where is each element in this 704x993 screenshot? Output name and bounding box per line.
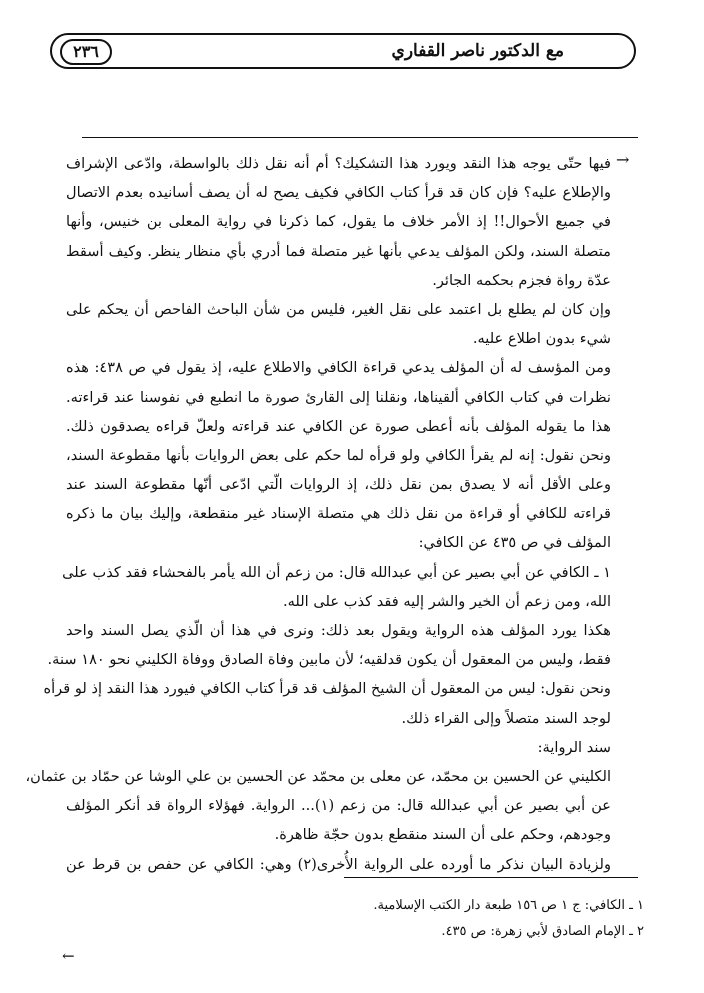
text-line: في جميع الأحوال!! إذ الأمر خلاف ما يقول، كما ذكرنا في رواية المعلى بن خنيس، وأنها — [66, 213, 611, 231]
running-header — [50, 33, 636, 69]
footnote: ٢ ـ الإمام الصادق لأبي زهرة: ص ٤٣٥. — [441, 924, 644, 939]
text-line: قراءته للكافي أو قراءة من نقل ذلك هي متصلة الإسناد غير منقطعة، وإليك بيان ما ذكره — [66, 505, 611, 523]
text-line: ونحن نقول: ليس من المعقول أن الشيخ المؤلف قد قرأ كتاب الكافي فيورد هذا النقد إذ لو قرأه — [43, 680, 611, 698]
text-line: ومن المؤسف له أن المؤلف يدعي قراءة الكافي والاطلاع عليه، إذ يقول في ص ٤٣٨: هذه — [66, 359, 611, 377]
text-line: عن أبي بصير عن أبي عبدالله قال: من زعم (١)... الرواية. فهؤلاء الرواة قد أنكر المؤلف — [66, 797, 612, 815]
text-line: المؤلف في ص ٤٣٥ عن الكافي: — [418, 534, 611, 552]
text-line: نظرات في كتاب الكافي ألقيناها، ونقلنا إلى القارئ صورة ما انطبع في نفوسنا عند قراءته. — [66, 388, 611, 406]
continuation-arrow-icon: → — [616, 150, 630, 169]
footnote: ١ ـ الكافي: ج ١ ص ١٥٦ طبعة دار الكتب الإسلامية. — [373, 898, 644, 913]
text-line: ١ ـ الكافي عن أبي بصير عن أبي عبدالله قال: من زعم أن الله يأمر بالفحشاء فقد كذب على — [62, 563, 611, 581]
text-line: متصلة السند، ولكن المؤلف يدعي بأنها غير متصلة فما أدري بأي منظار ينظر. وكيف أسقط — [66, 242, 611, 260]
footnote-rule — [344, 877, 638, 878]
text-line: سند الرواية: — [537, 738, 611, 756]
text-line: والإطلاع عليه؟ فإن كان قد قرأ كتاب الكافي فكيف يصح له أن يصف أسانيده بعدم الاتصال — [66, 184, 611, 202]
text-line: هذا ما يقوله المؤلف بأنه أعطى صورة عن الكافي عند قراءته ولعلّ قراءه يصدقون ذلك. — [66, 417, 611, 435]
text-line: الكليني عن الحسين بن محمّد، عن معلى بن محمّد عن الحسين بن علي الوشا عن حمّاد بن عثمان، — [25, 767, 611, 785]
text-line: هكذا يورد المؤلف هذه الرواية ويقول بعد ذلك: ونرى في هذا أن الّذي يصل السند واحد — [66, 622, 611, 639]
text-line: فيها حتّى يوجه هذا النقد ويورد هذا التشكيك؟ أم أنه نقل ذلك بالواسطة، وادّعى الإشراف — [66, 155, 611, 172]
text-line: وعلى الأقل أنه لا يصدق بمن نقل ذلك، إذ الروايات الّتي ادّعى أنّها مقطوعة السند عند — [66, 476, 611, 494]
text-line: الله، ومن زعم أن الخير والشر إليه فقد كذب على الله. — [282, 592, 611, 610]
text-line: وإن كان لم يطلع بل اعتمد على نقل الغير، فليس من شأن الباحث الفاحص أن يحكم على — [66, 300, 611, 318]
text-line: وجودهم، وحكم على أن السند منقطع بدون حجّة ظاهرة. — [274, 826, 611, 844]
text-line: ونحن نقول: إنه لم يقرأ الكافي ولو قرأه لما حكم على بعض الروايات بأنها مقطوعة السند، — [66, 446, 611, 464]
text-line: فقط، وليس من المعقول أن يكون قدلقيه؛ لأن مابين وفاة الصادق ووفاة الكليني نحو ١٨٠ سنة. — [47, 651, 611, 669]
text-line: ولزيادة البيان نذكر ما أورده على الرواية الأُخرى(٢) وهي: الكافي عن حفص بن قرط عن — [66, 855, 611, 873]
header-rule — [82, 137, 638, 138]
text-line: لوجد السند متصلاً وإلى القراء ذلك. — [401, 709, 611, 727]
main-text — [25, 149, 612, 879]
header-title: مع الدكتور ناصر القفاري — [391, 41, 564, 61]
text-line: عدّة رواة فجزم بحكمه الجائر. — [432, 271, 611, 289]
page-number: ٢٣٦ — [60, 39, 112, 65]
end-arrow-icon: ← — [62, 947, 75, 965]
text-line: شيء بدون اطلاع عليه. — [472, 330, 611, 348]
footnotes — [284, 893, 644, 945]
